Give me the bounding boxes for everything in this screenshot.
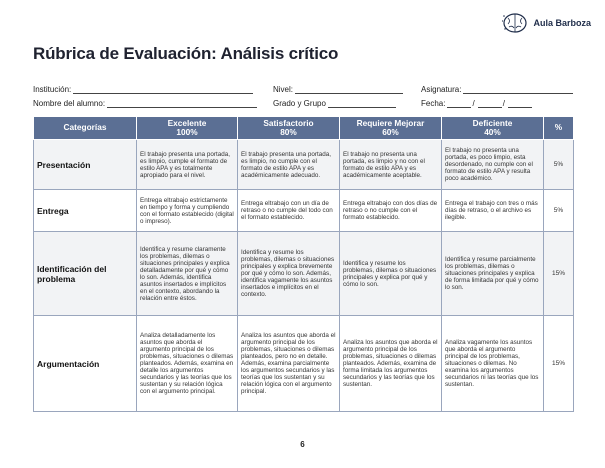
row-category: Entrega — [34, 190, 137, 232]
page-number: 6 — [300, 440, 305, 449]
cell-requiere-mejorar: El trabajo no presenta una portada, es limpio y no con el formato de estilo APA y es académicamente aceptable. — [340, 140, 442, 190]
cell-satisfactorio: Analiza los asuntos que aborda el argumento principal de los problemas, situaciones o dilemas planteados, pero no en detalle. Además, examina parcialmente los argumentos secundarios y las teorías que los sustentan y su relación lógica con el argumento principal. — [238, 316, 340, 412]
cell-deficiente: Identifica y resume parcialmente los problemas, dilemas o situaciones principales y explica de forma limitada por qué y cómo lo son. — [442, 232, 544, 316]
cell-excelente: Identifica y resume claramente los problemas, dilemas o situaciones principales y explica detalladamente por qué y cómo lo son. Además, identifica asuntos insertados e implícitos en el contexto, abordando la relación entre éstos. — [137, 232, 238, 316]
cell-deficiente: Entrega el trabajo con tres o más días de retraso, o el archivo es ilegible. — [442, 190, 544, 232]
header-deficiente: Deficiente 40% — [442, 117, 544, 140]
rubric-table — [33, 116, 574, 412]
table-row — [34, 316, 574, 412]
cell-satisfactorio: Entrega eltrabajo con un día de retraso o no cumple del todo con el formato establecido. — [238, 190, 340, 232]
cell-excelente: Analiza detalladamente los asuntos que aborda el argumento principal de los problemas, situaciones o dilemas planteados. Además, examina en detalle los argumentos secundarios y las teorías que los sustentan y su relación lógica con el argumento principal. — [137, 316, 238, 412]
nivel-field[interactable]: Nivel: — [273, 85, 421, 94]
header-percent: % — [544, 117, 574, 140]
cell-deficiente: El trabajo no presenta una portada, es poco limpio, esta desordenado, no cumple con el formato de estilo APA y resulta poco académico. — [442, 140, 544, 190]
cell-percent: 15% — [544, 316, 574, 412]
row-category: Argumentación — [34, 316, 137, 412]
cell-deficiente: Analiza vagamente los asuntos que aborda el argumento principal de los problemas, situaciones o dilemas. No examina los argumentos secundarios ni las teorías que los sustentan. — [442, 316, 544, 412]
header-fields — [33, 80, 578, 108]
cell-satisfactorio: El trabajo presenta una portada, es limpio, no cumple con el formato de estilo APA y es académicamente adecuado. — [238, 140, 340, 190]
table-row — [34, 232, 574, 316]
cell-requiere-mejorar: Identifica y resume los problemas, dilemas o situaciones principales y explica por qué y cómo lo son. — [340, 232, 442, 316]
asignatura-field[interactable]: Asignatura: — [421, 85, 578, 94]
page-title: Rúbrica de Evaluación: Análisis crítico — [33, 44, 339, 63]
header-requiere-mejorar: Requiere Mejorar 60% — [340, 117, 442, 140]
institucion-field[interactable]: Institución: — [33, 85, 273, 94]
table-row — [34, 140, 574, 190]
header-excelente: Excelente 100% — [137, 117, 238, 140]
brand-name: Aula Barboza — [533, 18, 591, 28]
header-satisfactorio: Satisfactorio 80% — [238, 117, 340, 140]
header-categorias: Categorías — [34, 117, 137, 140]
cell-requiere-mejorar: Entrega eltrabajo con dos días de retraso o no cumple con el formato establecido. — [340, 190, 442, 232]
cell-percent: 5% — [544, 140, 574, 190]
grado-field[interactable]: Grado y Grupo — [273, 99, 421, 108]
cell-satisfactorio: Identifica y resume los problemas, dilemas o situaciones principales y explica brevemente por qué y cómo lo son. Además, identifica vagamente los asuntos insertados e implícitos en el contexto. — [238, 232, 340, 316]
cell-percent: 5% — [544, 190, 574, 232]
cell-excelente: El trabajo presenta una portada, es limpio, cumple el formato de estilo APA y es totalmente apropiado para el nivel. — [137, 140, 238, 190]
table-row — [34, 190, 574, 232]
brain-icon — [501, 12, 529, 34]
table-header-row — [34, 117, 574, 140]
row-category: Presentación — [34, 140, 137, 190]
cell-percent: 15% — [544, 232, 574, 316]
fecha-field[interactable]: Fecha: / / — [421, 99, 578, 108]
row-category: Identificación del problema — [34, 232, 137, 316]
cell-requiere-mejorar: Analiza los asuntos que aborda el argumento principal de los problemas, situaciones o dilemas planteados. Además, examina de forma limitada los argumentos secundarios y las teorías que los sustentan. — [340, 316, 442, 412]
alumno-field[interactable]: Nombre del alumno: — [33, 99, 273, 108]
brand-logo — [501, 12, 591, 34]
cell-excelente: Entrega eltrabajo estrictamente en tiempo y forma y cumpliendo con el formato establecido (digital o impreso). — [137, 190, 238, 232]
